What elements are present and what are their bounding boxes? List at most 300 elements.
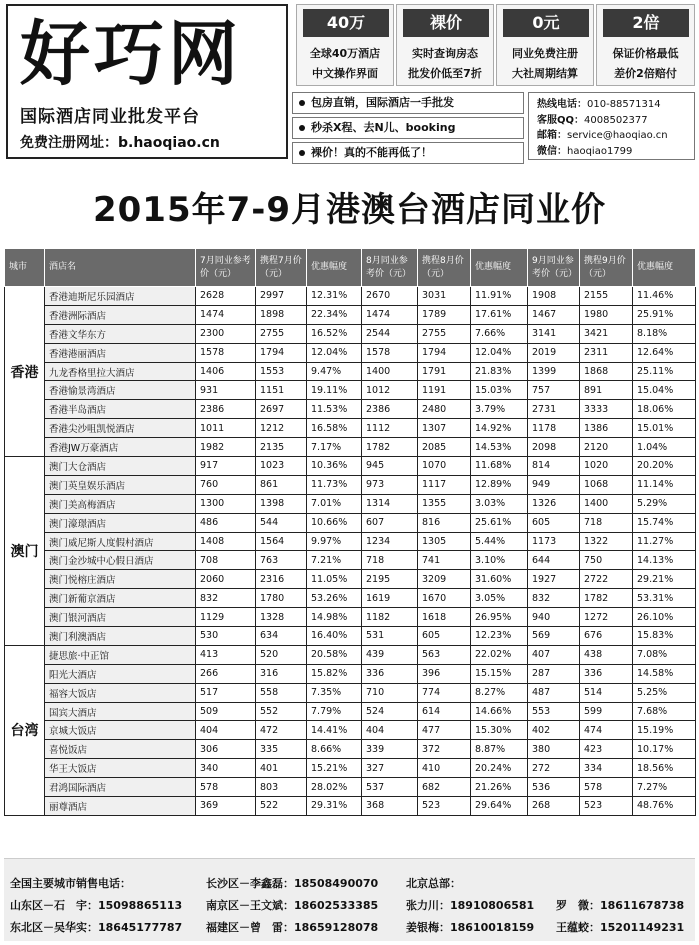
price-cell: 523 bbox=[418, 797, 471, 816]
price-cell: 8.87% bbox=[471, 740, 528, 759]
hotel-name-cell: 香港洲际酒店 bbox=[45, 305, 196, 324]
table-row bbox=[5, 759, 696, 778]
table-row bbox=[5, 778, 696, 797]
price-cell: 19.11% bbox=[307, 381, 362, 400]
price-cell: 29.31% bbox=[307, 797, 362, 816]
price-cell: 1780 bbox=[256, 589, 307, 608]
hotel-name-cell: 澳门美高梅酒店 bbox=[45, 494, 196, 513]
price-cell: 605 bbox=[418, 627, 471, 646]
price-cell: 2386 bbox=[362, 400, 418, 419]
table-row bbox=[5, 627, 696, 646]
price-cell: 9.97% bbox=[307, 532, 362, 551]
price-cell: 1314 bbox=[362, 494, 418, 513]
page-title: 2015年7-9月港澳台酒店同业价 bbox=[92, 190, 607, 230]
contact-label: 热线电话： bbox=[537, 99, 587, 110]
price-cell: 1386 bbox=[580, 419, 633, 438]
price-cell: 1670 bbox=[418, 589, 471, 608]
price-cell: 15.74% bbox=[633, 513, 696, 532]
table-row bbox=[5, 324, 696, 343]
hotel-name-cell: 阳光大酒店 bbox=[45, 664, 196, 683]
column-header: 优惠幅度 bbox=[471, 249, 528, 287]
price-cell: 861 bbox=[256, 475, 307, 494]
price-cell: 1328 bbox=[256, 608, 307, 627]
price-cell: 1012 bbox=[362, 381, 418, 400]
price-cell: 1868 bbox=[580, 362, 633, 381]
column-header: 优惠幅度 bbox=[307, 249, 362, 287]
price-cell: 29.64% bbox=[471, 797, 528, 816]
price-cell: 439 bbox=[362, 645, 418, 664]
price-cell: 1474 bbox=[362, 305, 418, 324]
feature-title: 0元 bbox=[503, 9, 589, 37]
price-cell: 20.24% bbox=[471, 759, 528, 778]
price-cell: 18.06% bbox=[633, 400, 696, 419]
price-cell: 2480 bbox=[418, 400, 471, 419]
price-cell: 21.83% bbox=[471, 362, 528, 381]
price-cell: 1794 bbox=[418, 343, 471, 362]
hotel-name-cell: 香港愉景湾酒店 bbox=[45, 381, 196, 400]
price-cell: 644 bbox=[528, 551, 580, 570]
price-cell: 1578 bbox=[362, 343, 418, 362]
price-cell: 917 bbox=[196, 457, 256, 476]
table-row bbox=[5, 721, 696, 740]
price-cell: 26.10% bbox=[633, 608, 696, 627]
price-cell: 12.04% bbox=[471, 343, 528, 362]
footer-contact: 南京区－王文斌：18602533385 bbox=[206, 899, 379, 912]
price-cell: 1467 bbox=[528, 305, 580, 324]
price-cell: 558 bbox=[256, 683, 307, 702]
price-cell: 634 bbox=[256, 627, 307, 646]
price-cell: 423 bbox=[580, 740, 633, 759]
price-cell: 380 bbox=[528, 740, 580, 759]
price-cell: 15.04% bbox=[633, 381, 696, 400]
price-cell: 1789 bbox=[418, 305, 471, 324]
price-cell: 438 bbox=[580, 645, 633, 664]
table-row bbox=[5, 551, 696, 570]
price-cell: 1305 bbox=[418, 532, 471, 551]
price-cell: 14.66% bbox=[471, 702, 528, 721]
price-cell: 1791 bbox=[418, 362, 471, 381]
table-row bbox=[5, 740, 696, 759]
logo-subtitle: 国际酒店同业批发平台 bbox=[20, 107, 200, 127]
hotel-name-cell: 澳门新葡京酒店 bbox=[45, 589, 196, 608]
price-cell: 7.01% bbox=[307, 494, 362, 513]
table-row bbox=[5, 438, 696, 457]
price-cell: 11.27% bbox=[633, 532, 696, 551]
price-cell: 3.79% bbox=[471, 400, 528, 419]
price-cell: 2316 bbox=[256, 570, 307, 589]
contact-value: 010-88571314 bbox=[587, 99, 661, 110]
contact-qq bbox=[537, 113, 694, 129]
footer-col-1 bbox=[10, 873, 182, 939]
price-cell: 2085 bbox=[418, 438, 471, 457]
price-cell: 3333 bbox=[580, 400, 633, 419]
price-cell: 327 bbox=[362, 759, 418, 778]
hotel-name-cell: 香港文华东方 bbox=[45, 324, 196, 343]
price-cell: 372 bbox=[418, 740, 471, 759]
table-row bbox=[5, 457, 696, 476]
footer-contact: 东北区－吴华实：18645177787 bbox=[10, 921, 183, 934]
price-cell: 940 bbox=[528, 608, 580, 627]
table-body bbox=[5, 287, 696, 816]
table-row bbox=[5, 702, 696, 721]
price-cell: 21.26% bbox=[471, 778, 528, 797]
price-cell: 1023 bbox=[256, 457, 307, 476]
table-header-row bbox=[5, 249, 696, 287]
contact-box bbox=[528, 92, 695, 160]
feature-free bbox=[496, 4, 594, 86]
price-cell: 578 bbox=[580, 778, 633, 797]
feature-title: 2倍 bbox=[603, 9, 689, 37]
price-cell: 522 bbox=[256, 797, 307, 816]
price-cell: 509 bbox=[196, 702, 256, 721]
feature-line: 批发价低至7折 bbox=[408, 67, 482, 80]
price-cell: 563 bbox=[418, 645, 471, 664]
footer-col-2 bbox=[206, 873, 378, 939]
price-cell: 10.17% bbox=[633, 740, 696, 759]
price-cell: 29.21% bbox=[633, 570, 696, 589]
price-cell: 15.19% bbox=[633, 721, 696, 740]
bullet-icon bbox=[299, 100, 305, 106]
contact-label: 微信： bbox=[537, 145, 567, 157]
price-cell: 2019 bbox=[528, 343, 580, 362]
table-row bbox=[5, 494, 696, 513]
price-cell: 2195 bbox=[362, 570, 418, 589]
contact-value[interactable]: service@haoqiao.cn bbox=[567, 130, 668, 141]
price-cell: 1112 bbox=[362, 419, 418, 438]
price-cell: 531 bbox=[362, 627, 418, 646]
contact-label: 客服QQ： bbox=[537, 114, 585, 126]
hotel-name-cell: 京城大饭店 bbox=[45, 721, 196, 740]
price-cell: 266 bbox=[196, 664, 256, 683]
price-cell: 1400 bbox=[362, 362, 418, 381]
price-cell: 268 bbox=[528, 797, 580, 816]
feature-line: 差价2倍赔付 bbox=[614, 67, 677, 80]
feature-title: 裸价 bbox=[403, 9, 489, 37]
contact-email bbox=[537, 128, 694, 144]
slogan-text: 裸价！真的不能再低了！ bbox=[311, 146, 432, 159]
price-cell: 931 bbox=[196, 381, 256, 400]
price-cell: 2997 bbox=[256, 287, 307, 306]
feature-line: 同业免费注册 bbox=[512, 47, 578, 60]
price-table bbox=[4, 248, 696, 816]
footer-col-4 bbox=[556, 873, 684, 939]
price-cell: 11.46% bbox=[633, 287, 696, 306]
price-cell: 1.04% bbox=[633, 438, 696, 457]
column-header: 酒店名 bbox=[45, 249, 196, 287]
table-row bbox=[5, 797, 696, 816]
price-cell: 710 bbox=[362, 683, 418, 702]
column-header: 携程8月价（元） bbox=[418, 249, 471, 287]
price-cell: 599 bbox=[580, 702, 633, 721]
hotel-name-cell: 君鸿国际酒店 bbox=[45, 778, 196, 797]
price-cell: 607 bbox=[362, 513, 418, 532]
price-cell: 7.79% bbox=[307, 702, 362, 721]
table-row bbox=[5, 589, 696, 608]
hotel-name-cell: 澳门银河酒店 bbox=[45, 608, 196, 627]
price-cell: 1564 bbox=[256, 532, 307, 551]
price-cell: 16.40% bbox=[307, 627, 362, 646]
price-cell: 340 bbox=[196, 759, 256, 778]
table-row bbox=[5, 664, 696, 683]
price-cell: 1117 bbox=[418, 475, 471, 494]
price-cell: 569 bbox=[528, 627, 580, 646]
footer-contact: 罗 微：18611678738 bbox=[556, 899, 685, 912]
price-cell: 14.41% bbox=[307, 721, 362, 740]
price-cell: 1234 bbox=[362, 532, 418, 551]
hotel-name-cell: 澳门悦榕庄酒店 bbox=[45, 570, 196, 589]
price-cell: 1272 bbox=[580, 608, 633, 627]
price-cell: 517 bbox=[196, 683, 256, 702]
price-cell: 17.61% bbox=[471, 305, 528, 324]
price-cell: 336 bbox=[580, 664, 633, 683]
price-cell: 15.03% bbox=[471, 381, 528, 400]
hotel-name-cell: 澳门威尼斯人度假村酒店 bbox=[45, 532, 196, 551]
feature-2x bbox=[596, 4, 695, 86]
price-cell: 832 bbox=[196, 589, 256, 608]
price-cell: 718 bbox=[362, 551, 418, 570]
table-row bbox=[5, 513, 696, 532]
price-cell: 1406 bbox=[196, 362, 256, 381]
table-row bbox=[5, 475, 696, 494]
hotel-name-cell: 福容大饭店 bbox=[45, 683, 196, 702]
price-cell: 15.83% bbox=[633, 627, 696, 646]
price-cell: 3.03% bbox=[471, 494, 528, 513]
price-cell: 14.92% bbox=[471, 419, 528, 438]
price-cell: 339 bbox=[362, 740, 418, 759]
price-cell: 22.34% bbox=[307, 305, 362, 324]
price-cell: 578 bbox=[196, 778, 256, 797]
price-cell: 2755 bbox=[418, 324, 471, 343]
price-cell: 973 bbox=[362, 475, 418, 494]
hotel-name-cell: 澳门英皇娱乐酒店 bbox=[45, 475, 196, 494]
price-cell: 536 bbox=[528, 778, 580, 797]
price-cell: 3.10% bbox=[471, 551, 528, 570]
price-cell: 1474 bbox=[196, 305, 256, 324]
contact-value: haoqiao1799 bbox=[567, 145, 633, 157]
price-cell: 12.31% bbox=[307, 287, 362, 306]
price-cell: 12.89% bbox=[471, 475, 528, 494]
price-cell: 2135 bbox=[256, 438, 307, 457]
column-header: 携程7月价（元） bbox=[256, 249, 307, 287]
footer-contact: 张力川：18910806581 bbox=[406, 899, 535, 912]
column-header: 城市 bbox=[5, 249, 45, 287]
hotel-name-cell: 香港JW万豪酒店 bbox=[45, 438, 196, 457]
price-cell: 553 bbox=[528, 702, 580, 721]
feature-line: 全球40万酒店 bbox=[309, 47, 381, 60]
logo-box bbox=[6, 4, 288, 159]
price-cell: 15.15% bbox=[471, 664, 528, 683]
price-cell: 14.58% bbox=[633, 664, 696, 683]
price-cell: 1980 bbox=[580, 305, 633, 324]
price-cell: 11.14% bbox=[633, 475, 696, 494]
bullet-icon bbox=[299, 150, 305, 156]
hotel-name-cell: 香港港丽酒店 bbox=[45, 343, 196, 362]
price-cell: 12.64% bbox=[633, 343, 696, 362]
register-url[interactable]: 免费注册网址：b.haoqiao.cn bbox=[20, 135, 220, 151]
price-cell: 287 bbox=[528, 664, 580, 683]
price-cell: 3209 bbox=[418, 570, 471, 589]
price-cell: 407 bbox=[528, 645, 580, 664]
table-row bbox=[5, 419, 696, 438]
column-header: 9月同业参考价（元） bbox=[528, 249, 580, 287]
price-cell: 949 bbox=[528, 475, 580, 494]
price-cell: 676 bbox=[580, 627, 633, 646]
price-cell: 1068 bbox=[580, 475, 633, 494]
price-cell: 336 bbox=[362, 664, 418, 683]
price-cell: 2060 bbox=[196, 570, 256, 589]
price-cell: 11.91% bbox=[471, 287, 528, 306]
contact-hotline bbox=[537, 97, 694, 113]
logo: 好巧网 bbox=[20, 13, 242, 95]
price-cell: 15.30% bbox=[471, 721, 528, 740]
price-cell: 1553 bbox=[256, 362, 307, 381]
price-cell: 537 bbox=[362, 778, 418, 797]
price-cell: 25.11% bbox=[633, 362, 696, 381]
price-cell: 1191 bbox=[418, 381, 471, 400]
hotel-name-cell: 国宾大酒店 bbox=[45, 702, 196, 721]
price-cell: 11.05% bbox=[307, 570, 362, 589]
slogan-item bbox=[292, 142, 524, 164]
column-header: 8月同业参考价（元） bbox=[362, 249, 418, 287]
price-cell: 3421 bbox=[580, 324, 633, 343]
price-cell: 3141 bbox=[528, 324, 580, 343]
table-row bbox=[5, 532, 696, 551]
price-cell: 477 bbox=[418, 721, 471, 740]
footer-heading: 北京总部： bbox=[406, 877, 461, 890]
price-cell: 15.01% bbox=[633, 419, 696, 438]
footer-contact: 王蕴蛟：15201149231 bbox=[556, 921, 685, 934]
sales-contacts-footer bbox=[4, 858, 695, 941]
city-cell: 台湾 bbox=[5, 645, 45, 815]
price-cell: 369 bbox=[196, 797, 256, 816]
price-cell: 1020 bbox=[580, 457, 633, 476]
price-table-wrap bbox=[4, 248, 695, 816]
price-cell: 803 bbox=[256, 778, 307, 797]
price-cell: 2722 bbox=[580, 570, 633, 589]
price-cell: 316 bbox=[256, 664, 307, 683]
price-cell: 1070 bbox=[418, 457, 471, 476]
table-row bbox=[5, 305, 696, 324]
price-cell: 404 bbox=[196, 721, 256, 740]
price-cell: 22.02% bbox=[471, 645, 528, 664]
table-row bbox=[5, 683, 696, 702]
price-cell: 552 bbox=[256, 702, 307, 721]
feature-40wan bbox=[296, 4, 394, 86]
price-cell: 1129 bbox=[196, 608, 256, 627]
price-cell: 31.60% bbox=[471, 570, 528, 589]
contact-label: 邮箱： bbox=[537, 130, 567, 141]
price-cell: 11.53% bbox=[307, 400, 362, 419]
table-row bbox=[5, 570, 696, 589]
price-cell: 401 bbox=[256, 759, 307, 778]
price-cell: 2697 bbox=[256, 400, 307, 419]
contact-wechat bbox=[537, 144, 694, 160]
slogan-item bbox=[292, 117, 524, 139]
price-cell: 404 bbox=[362, 721, 418, 740]
price-cell: 2731 bbox=[528, 400, 580, 419]
price-cell: 2544 bbox=[362, 324, 418, 343]
price-cell: 11.68% bbox=[471, 457, 528, 476]
price-cell: 2311 bbox=[580, 343, 633, 362]
price-cell: 2120 bbox=[580, 438, 633, 457]
hotel-name-cell: 喜悦饭店 bbox=[45, 740, 196, 759]
price-cell: 3.05% bbox=[471, 589, 528, 608]
price-cell: 7.66% bbox=[471, 324, 528, 343]
price-cell: 2300 bbox=[196, 324, 256, 343]
feature-luojia bbox=[396, 4, 494, 86]
price-cell: 8.27% bbox=[471, 683, 528, 702]
footer-contact: 长沙区－李鑫磊：18508490070 bbox=[206, 877, 379, 890]
feature-title: 40万 bbox=[303, 9, 389, 37]
price-cell: 1173 bbox=[528, 532, 580, 551]
price-cell: 12.04% bbox=[307, 343, 362, 362]
price-cell: 272 bbox=[528, 759, 580, 778]
price-cell: 3031 bbox=[418, 287, 471, 306]
price-cell: 2670 bbox=[362, 287, 418, 306]
price-cell: 410 bbox=[418, 759, 471, 778]
price-cell: 1794 bbox=[256, 343, 307, 362]
price-cell: 1398 bbox=[256, 494, 307, 513]
price-cell: 11.73% bbox=[307, 475, 362, 494]
table-row bbox=[5, 362, 696, 381]
price-cell: 1182 bbox=[362, 608, 418, 627]
price-cell: 682 bbox=[418, 778, 471, 797]
hotel-name-cell: 华王大饭店 bbox=[45, 759, 196, 778]
price-cell: 334 bbox=[580, 759, 633, 778]
city-cell: 澳门 bbox=[5, 457, 45, 646]
price-cell: 1300 bbox=[196, 494, 256, 513]
hotel-name-cell: 丽尊酒店 bbox=[45, 797, 196, 816]
price-cell: 306 bbox=[196, 740, 256, 759]
price-cell: 474 bbox=[580, 721, 633, 740]
price-cell: 18.56% bbox=[633, 759, 696, 778]
price-cell: 750 bbox=[580, 551, 633, 570]
price-cell: 9.47% bbox=[307, 362, 362, 381]
hotel-name-cell: 澳门大仓酒店 bbox=[45, 457, 196, 476]
slogan-text: 秒杀X程、去N儿、booking bbox=[311, 121, 456, 134]
price-cell: 48.76% bbox=[633, 797, 696, 816]
hotel-name-cell: 澳门利澳酒店 bbox=[45, 627, 196, 646]
price-cell: 1178 bbox=[528, 419, 580, 438]
price-cell: 12.23% bbox=[471, 627, 528, 646]
price-cell: 5.29% bbox=[633, 494, 696, 513]
table-row bbox=[5, 343, 696, 362]
price-cell: 15.21% bbox=[307, 759, 362, 778]
price-cell: 7.08% bbox=[633, 645, 696, 664]
hotel-name-cell: 九龙香格里拉大酒店 bbox=[45, 362, 196, 381]
feature-line: 实时查询房态 bbox=[412, 47, 478, 60]
price-cell: 2098 bbox=[528, 438, 580, 457]
footer-contact: 山东区－石 宇：15098865113 bbox=[10, 899, 183, 912]
price-cell: 20.58% bbox=[307, 645, 362, 664]
price-cell: 7.21% bbox=[307, 551, 362, 570]
price-cell: 1011 bbox=[196, 419, 256, 438]
price-cell: 1908 bbox=[528, 287, 580, 306]
price-cell: 53.31% bbox=[633, 589, 696, 608]
price-cell: 8.18% bbox=[633, 324, 696, 343]
price-cell: 7.27% bbox=[633, 778, 696, 797]
price-cell: 16.58% bbox=[307, 419, 362, 438]
price-cell: 2386 bbox=[196, 400, 256, 419]
price-cell: 514 bbox=[580, 683, 633, 702]
feature-line: 保证价格最低 bbox=[612, 47, 679, 60]
price-cell: 760 bbox=[196, 475, 256, 494]
price-cell: 1355 bbox=[418, 494, 471, 513]
hotel-name-cell: 捷思旅·中正馆 bbox=[45, 645, 196, 664]
feature-line: 中文操作界面 bbox=[312, 67, 378, 80]
footer-spacer bbox=[556, 873, 684, 895]
price-cell: 28.02% bbox=[307, 778, 362, 797]
